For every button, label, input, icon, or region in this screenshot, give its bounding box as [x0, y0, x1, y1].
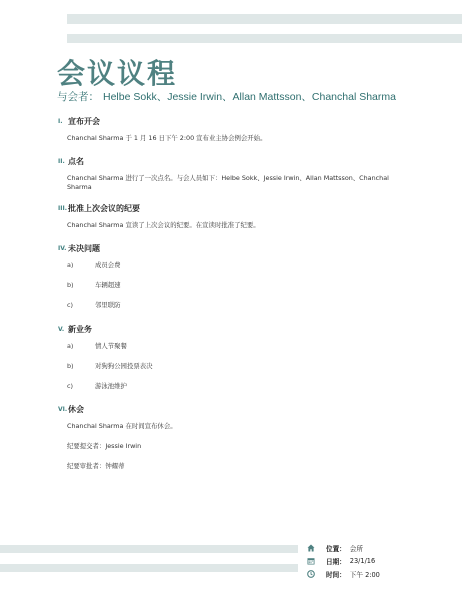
section-number: II.	[58, 158, 65, 165]
section-heading	[58, 404, 398, 415]
section-number: V.	[58, 326, 65, 333]
section-title: 新业务	[68, 325, 92, 334]
section-heading	[58, 243, 398, 254]
time-value: 下午 2:00	[349, 570, 380, 579]
info-location	[306, 541, 380, 554]
section-heading	[58, 203, 398, 214]
list-text: 情人节聚餐	[95, 342, 127, 350]
section-heading	[58, 324, 398, 335]
agenda-section-approve-minutes	[58, 203, 398, 230]
attendees-names: Helbe Sokk、Jessie Irwin、Allan Mattsson、Chanchal Sharma	[103, 91, 396, 103]
bottom-decor-bar-1	[0, 545, 298, 553]
list-text: 车辆超速	[95, 281, 121, 289]
date-value: 23/1/16	[349, 556, 376, 565]
agenda	[58, 116, 398, 471]
agenda-section-roll-call	[58, 156, 398, 192]
list-letter: c)	[67, 382, 74, 390]
section-paragraph: Chanchal Sharma 宣读了上次会议的纪要。在宣读时批准了纪要。	[67, 221, 260, 229]
list-letter: a)	[67, 261, 74, 269]
calendar-icon	[306, 556, 315, 565]
attendees-label: 与会者：	[57, 91, 99, 103]
time-label: 时间：	[326, 570, 346, 579]
section-number: I.	[58, 118, 63, 125]
list-letter: a)	[67, 342, 74, 350]
section-title: 未决问题	[68, 244, 100, 253]
section-paragraph: Chanchal Sharma 于 1 月 16 日下午 2:00 宣布业主协会例会开始。	[67, 134, 267, 142]
section-number: VI.	[58, 406, 68, 413]
list-item	[67, 362, 398, 371]
section-number: III.	[58, 205, 67, 212]
meeting-info	[306, 541, 380, 580]
list-item	[67, 382, 398, 391]
list-letter: b)	[67, 281, 74, 289]
section-title: 批准上次会议的纪要	[68, 204, 140, 213]
home-icon	[306, 543, 315, 552]
section-title: 休会	[68, 405, 84, 414]
clock-icon	[306, 569, 315, 578]
list-item	[67, 301, 398, 310]
minutes-submitted	[67, 442, 398, 451]
agenda-section-new-business	[58, 324, 398, 391]
list-item	[67, 342, 398, 351]
section-heading	[58, 156, 398, 167]
location-label: 位置：	[326, 544, 346, 553]
list-text: 对狗狗公园投票表决	[95, 362, 153, 370]
list-text: 邻里联防	[95, 301, 121, 309]
section-number: IV.	[58, 245, 67, 252]
agenda-section-call-to-order	[58, 116, 398, 143]
top-decor-bar-2	[67, 34, 462, 43]
minutes-approved-name: 钟耀蒂	[105, 462, 125, 470]
section-title: 宣布开会	[68, 117, 100, 126]
date-label: 日期：	[326, 557, 346, 566]
list-text: 游泳池维护	[95, 382, 127, 390]
page-title: 会议议程	[57, 57, 178, 90]
agenda-section-open-issues	[58, 243, 398, 310]
minutes-approved	[67, 462, 398, 471]
section-paragraph: Chanchal Sharma 进行了一次点名。与会人员如下：Helbe Sokk、Jessie Irwin、Allan Mattsson、Chanchal Sharma	[67, 174, 389, 191]
list-item	[67, 261, 398, 270]
list-letter: c)	[67, 301, 74, 309]
minutes-submitted-name: Jessie Irwin	[105, 442, 142, 450]
minutes-approved-label: 纪要审批者：	[67, 462, 106, 470]
top-decor-bar-1	[67, 14, 462, 24]
list-letter: b)	[67, 362, 74, 370]
section-title: 点名	[68, 157, 84, 166]
location-value: 会所	[349, 544, 363, 553]
section-paragraph: Chanchal Sharma 在时间宣布休会。	[67, 422, 177, 430]
list-text: 成员会费	[95, 261, 121, 269]
section-heading	[58, 116, 398, 127]
minutes-submitted-label: 纪要提交者：	[67, 442, 106, 450]
info-date	[306, 554, 380, 567]
bottom-decor-bar-2	[0, 564, 298, 572]
agenda-section-adjournment	[58, 404, 398, 471]
list-item	[67, 281, 398, 290]
info-time	[306, 567, 380, 580]
attendees-line	[57, 89, 396, 104]
